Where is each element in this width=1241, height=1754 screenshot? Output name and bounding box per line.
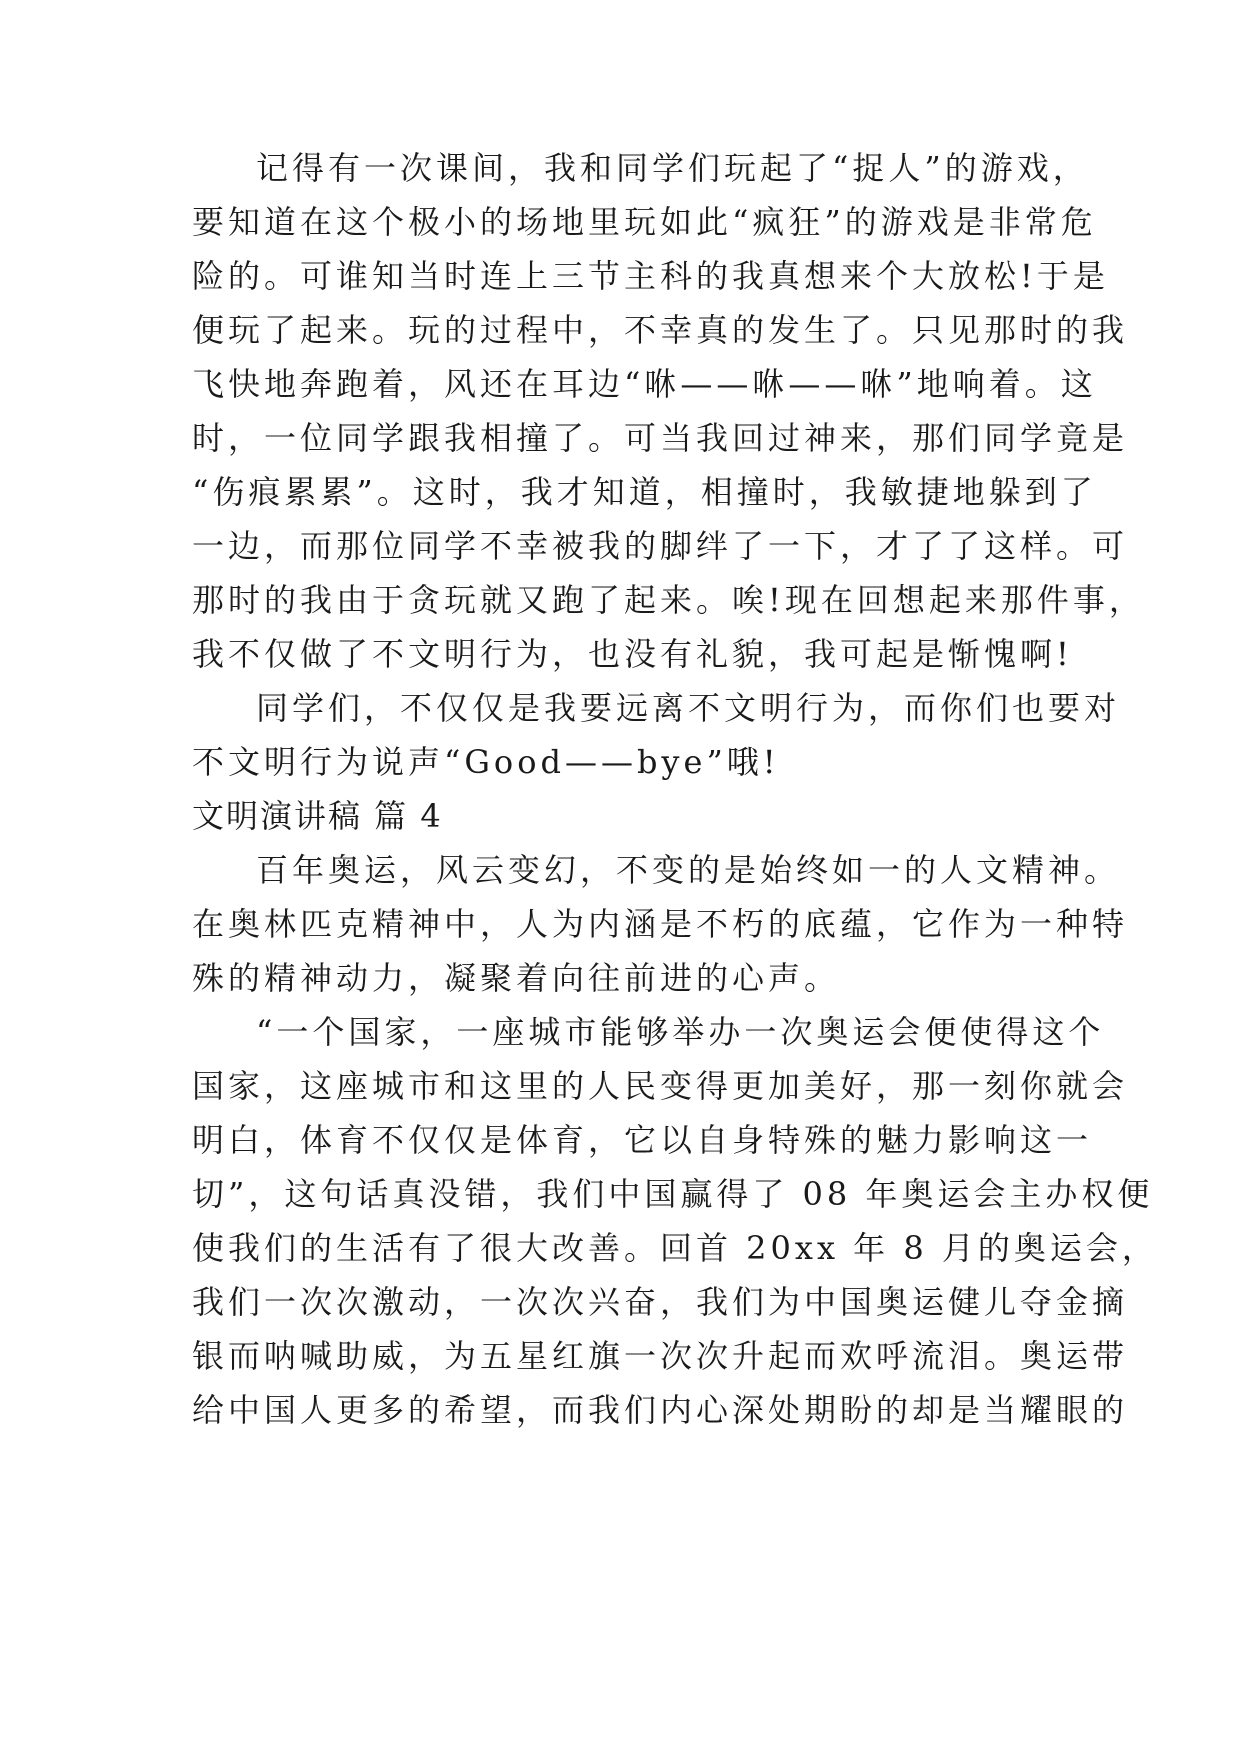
paragraph-line: 那时的我由于贪玩就又跑了起来。唉!现在回想起来那件事， (192, 581, 1145, 619)
paragraph-line: 殊的精神动力，凝聚着向往前进的心声。 (192, 959, 841, 997)
paragraph-line: 不文明行为说声“Good——bye”哦! (192, 743, 780, 781)
paragraph-line: 明白，体育不仅仅是体育，它以自身特殊的魅力影响这一 (192, 1121, 1093, 1159)
paragraph-line: 一边，而那位同学不幸被我的脚绊了一下，才了了这样。可 (192, 527, 1129, 565)
paragraph-line: 银而呐喊助威，为五星红旗一次次升起而欢呼流泪。奥运带 (192, 1337, 1129, 1375)
paragraph-line: 同学们，不仅仅是我要远离不文明行为，而你们也要对 (256, 689, 1121, 727)
paragraph-line: 要知道在这个极小的场地里玩如此“疯狂”的游戏是非常危 (192, 203, 1097, 241)
paragraph-line: “伤痕累累”。这时，我才知道，相撞时，我敏捷地躲到了 (192, 473, 1097, 511)
paragraph-line: 国家，这座城市和这里的人民变得更加美好，那一刻你就会 (192, 1067, 1129, 1105)
paragraph-line: 给中国人更多的希望，而我们内心深处期盼的却是当耀眼的 (192, 1391, 1129, 1429)
paragraph-line: 我们一次次激动，一次次兴奋，我们为中国奥运健儿夺金摘 (192, 1283, 1129, 1321)
paragraph-line: 便玩了起来。玩的过程中，不幸真的发生了。只见那时的我 (192, 311, 1129, 349)
paragraph-line: 飞快地奔跑着，风还在耳边“咻——咻——咻”地响着。这 (192, 365, 1097, 403)
paragraph-line: 在奥林匹克精神中，人为内涵是不朽的底蕴，它作为一种特 (192, 905, 1129, 943)
paragraph-line: 百年奥运，风云变幻，不变的是始终如一的人文精神。 (256, 851, 1121, 889)
paragraph-line: “一个国家，一座城市能够举办一次奥运会便使得这个 (256, 1013, 1105, 1051)
paragraph-line: 我不仅做了不文明行为，也没有礼貌，我可起是惭愧啊! (192, 635, 1073, 673)
paragraph-line: 使我们的生活有了很大改善。回首 20xx 年 8 月的奥运会， (192, 1229, 1158, 1267)
paragraph-line: 切”，这句话真没错，我们中国赢得了 08 年奥运会主办权便 (192, 1175, 1154, 1213)
paragraph-line: 险的。可谁知当时连上三节主科的我真想来个大放松!于是 (192, 257, 1109, 295)
section-heading: 文明演讲稿 篇 4 (192, 797, 443, 835)
paragraph-line: 记得有一次课间，我和同学们玩起了“捉人”的游戏， (256, 149, 1089, 187)
paragraph-line: 时，一位同学跟我相撞了。可当我回过神来，那们同学竟是 (192, 419, 1129, 457)
